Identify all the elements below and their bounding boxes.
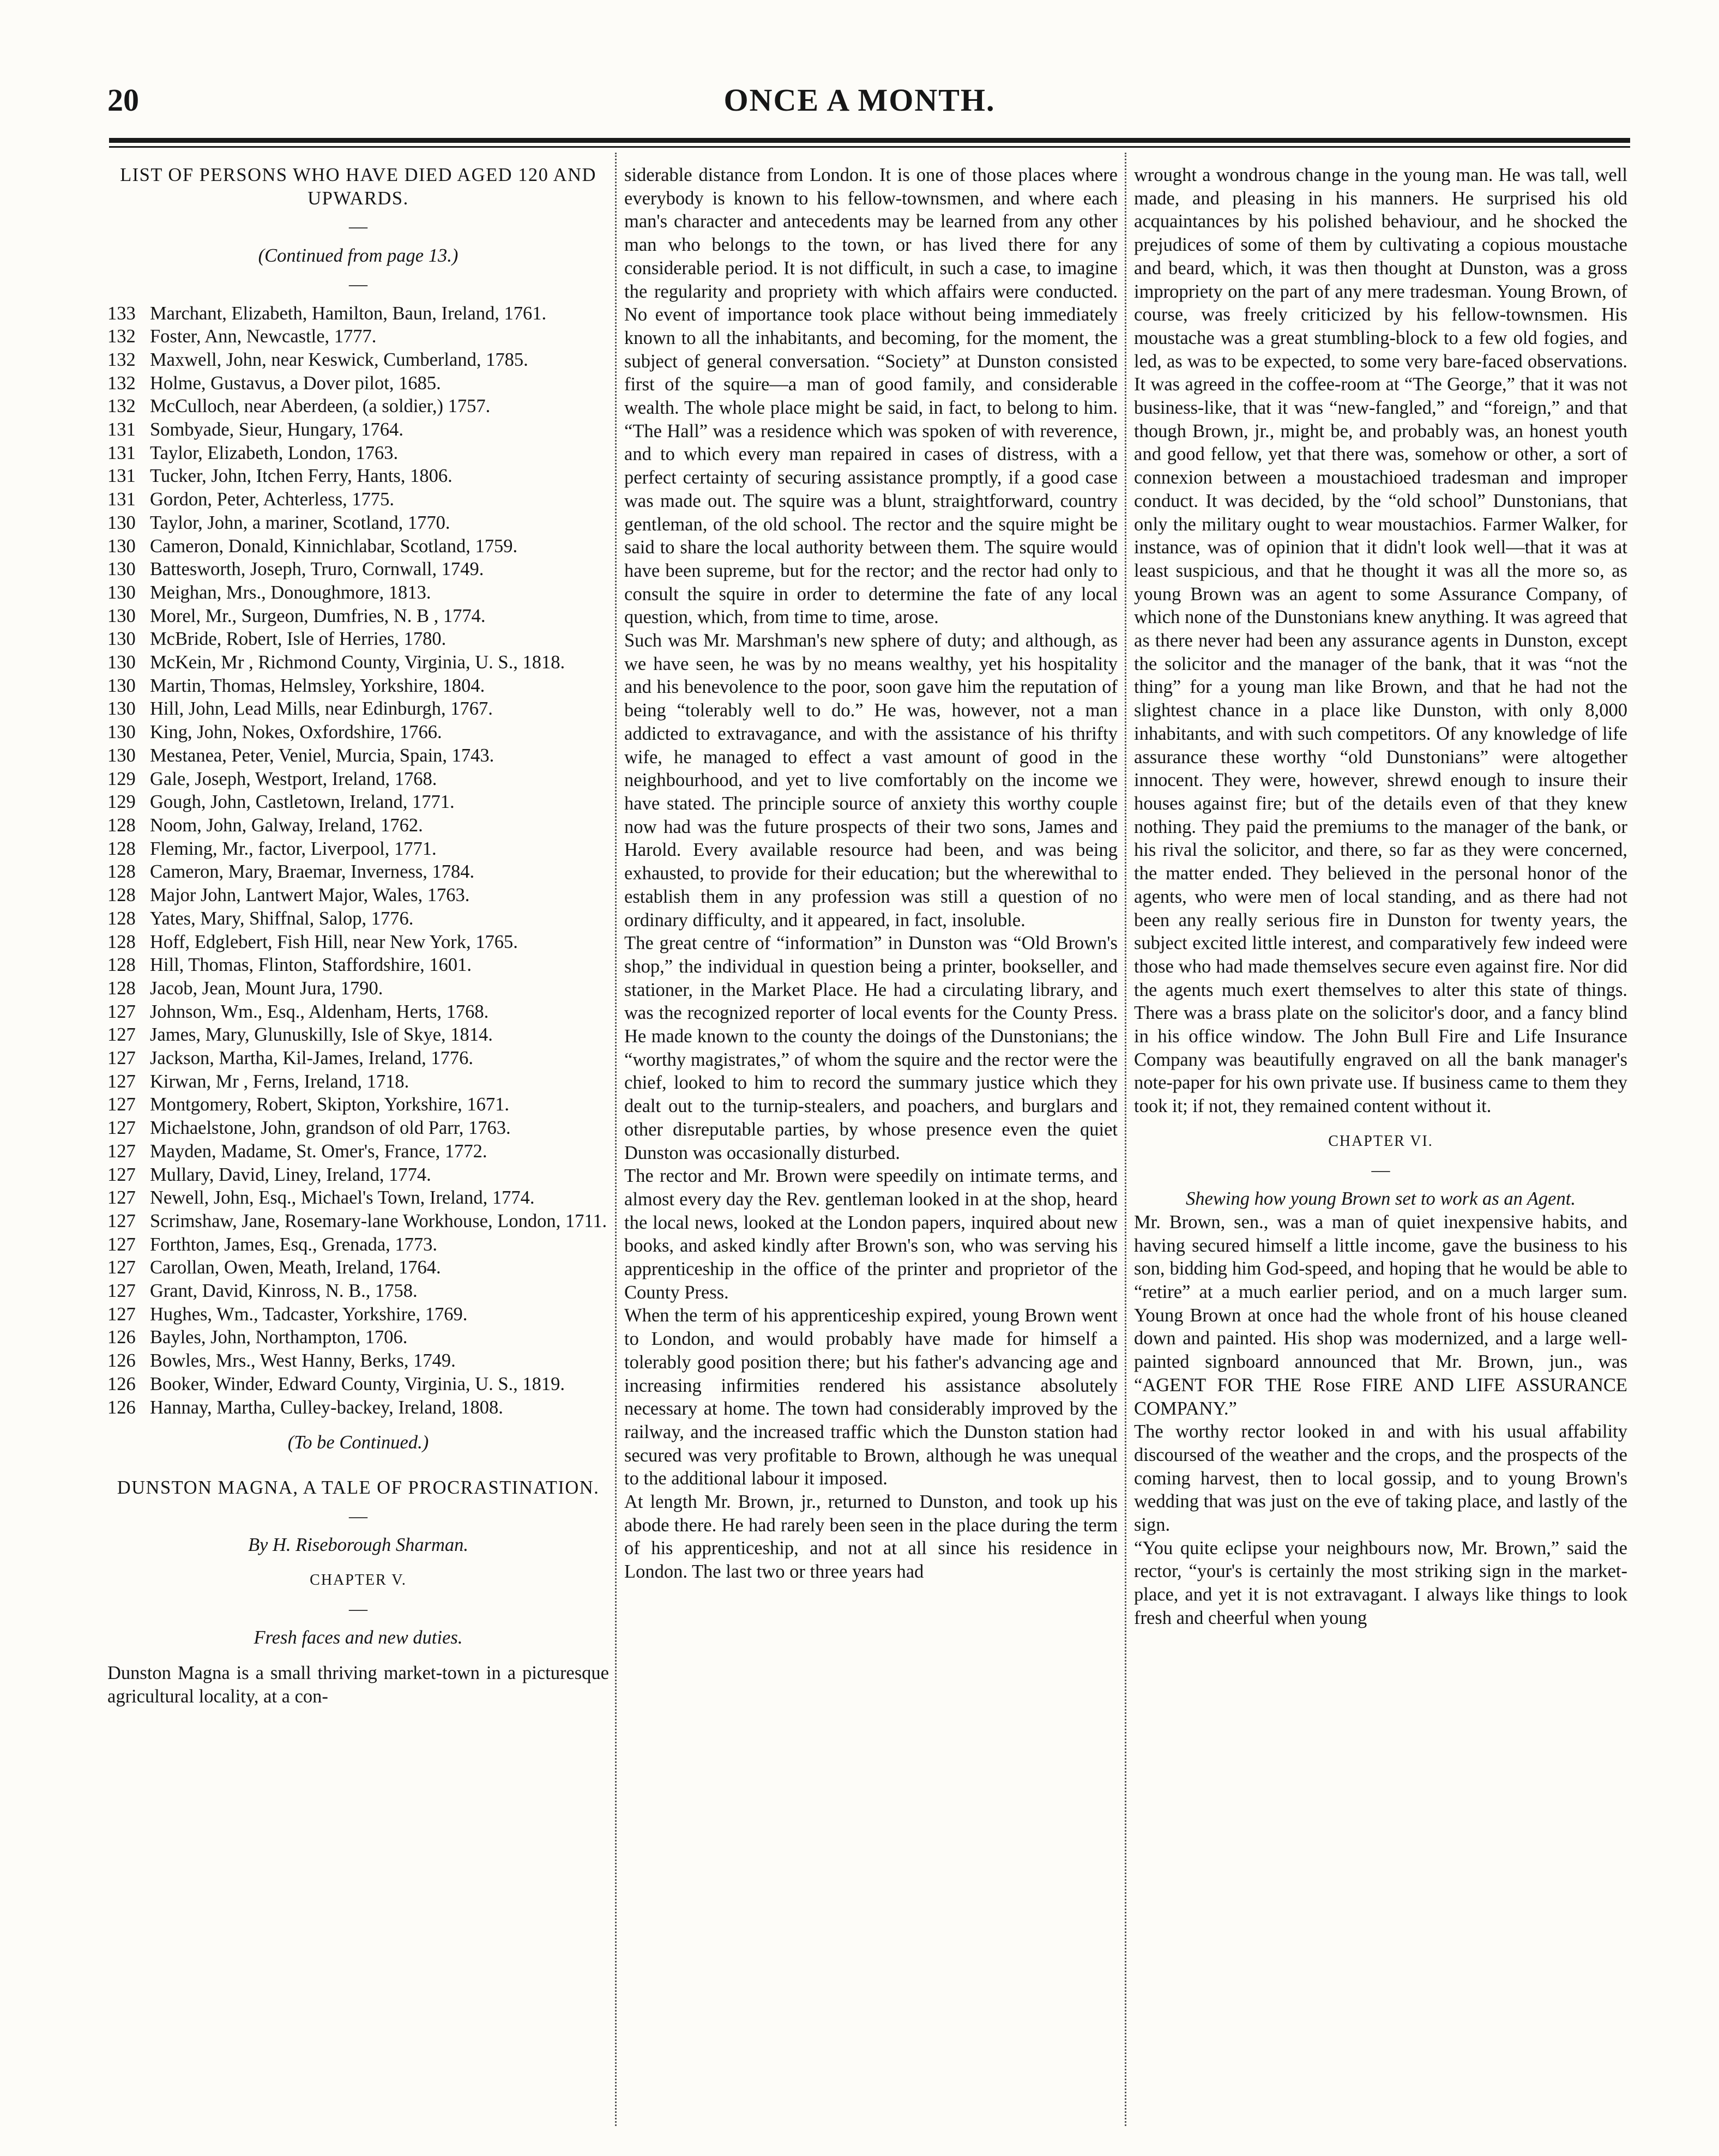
entry-age: 126 [107,1397,136,1418]
entry-age: 129 [107,768,136,789]
entry-age: 128 [107,931,136,952]
entry-text: Johnson, Wm., Esq., Aldenham, Herts, 1768. [150,1001,489,1022]
list-entry [107,977,609,1000]
entry-age: 127 [107,1164,136,1185]
header-rule-thin [109,146,1630,148]
list-entry [107,581,609,605]
list-entry [107,1303,609,1326]
entry-text: Taylor, Elizabeth, London, 1763. [150,442,399,463]
body-paragraph: “You quite eclipse your neighbours now, Mr. Brown,” said the rector, “your's is certainly the most striking sign in the market-place, and yet it is not extravagant. I always like things to look fresh and cheerful when young [1134,1537,1627,1628]
entry-text: Gough, John, Castletown, Ireland, 1771. [150,792,455,813]
entry-text: Marchant, Elizabeth, Hamilton, Baun, Ireland, 1761. [150,303,547,324]
entry-age: 132 [107,326,136,347]
list-entry [107,488,609,511]
list-entry [107,627,609,651]
separator-dash: — [1371,1159,1390,1180]
entry-text: Bayles, John, Northampton, 1706. [150,1327,408,1348]
list-entry [107,348,609,372]
separator-dash: — [349,1598,367,1619]
entry-age: 127 [107,1094,136,1115]
entry-age: 126 [107,1350,136,1372]
list-entry [107,464,609,488]
column-divider-right [1125,153,1126,2126]
entry-text: Tucker, John, Itchen Ferry, Hants, 1806. [150,466,453,487]
entry-age: 127 [107,1303,136,1325]
chapter-subtitle: Shewing how young Brown set to work as an Agent. [1186,1188,1576,1210]
entry-text: Scrimshaw, Jane, Rosemary-lane Workhouse, London, 1711. [150,1210,607,1231]
entry-text: Booker, Winder, Edward County, Virginia, U. S., 1819. [150,1373,565,1394]
entry-text: Fleming, Mr., factor, Liverpool, 1771. [150,838,437,859]
entry-age: 131 [107,466,136,487]
entry-text: Morel, Mr., Surgeon, Dumfries, N. B , 1774. [150,605,486,626]
entry-age: 130 [107,698,136,720]
body-paragraph: The great centre of “information” in Dunston was “Old Brown's shop,” the individual in question being a printer, bookseller, and stationer, in the Market Place. He had a circulating library, and was the recognized reporter of local events for the County Press. He made known to the county the doings of the Dunstonians; the “worthy magistrates,” of whom the squire and the rector were the chief, looked to him to record the summary justice which they dealt out to the turnip-stealers, and poachers, and burglars and other disreputable parties, by whose presence even the quiet Dunston was occasionally disturbed. [624,933,1118,1163]
entry-text: Hill, Thomas, Flinton, Staffordshire, 1601. [150,955,472,976]
entry-age: 127 [107,1257,136,1278]
list-entry [107,302,609,325]
list-entry [107,860,609,884]
list-entry [107,768,609,791]
entry-text: Martin, Thomas, Helmsley, Yorkshire, 1804. [150,675,485,696]
longevity-list [107,302,609,1420]
entry-text: Gordon, Peter, Achterless, 1775. [150,489,394,510]
list-entry [107,1396,609,1420]
entry-text: Meighan, Mrs., Donoughmore, 1813. [150,582,431,603]
story-byline: By H. Riseborough Sharman. [248,1535,469,1556]
entry-text: Mayden, Madame, St. Omer's, France, 1772. [150,1140,487,1162]
entry-text: McBride, Robert, Isle of Herries, 1780. [150,629,447,650]
body-paragraph: Such was Mr. Marshman's new sphere of duty; and although, as we have seen, he was by no means wealthy, yet his hospitality and his benevolence to the poor, soon gave him the reputation of being “tolerably well to do.” He was, however, not a man addicted to extravagance, and with the assistance of his thrifty wife, he managed to effect a vast amount of good in the neighbourhood, and yet to live comfortably on the income we have stated. The principle source of anxiety this worthy couple now had was the future prospects of their two sons, James and Harold. Every available resource had been, and was being exhausted, to provide for their education; but the wherewithal to establish them in any profession was still a question of no ordinary difficulty, and it appeared, in fact, insoluble. [624,630,1118,931]
list-entry [107,651,609,674]
chapter-heading: CHAPTER V. [310,1572,407,1589]
story-opening-paragraph: Dunston Magna is a small thriving market-town in a picturesque agricultural locality, at a con- [107,1663,609,1707]
entry-text: Kirwan, Mr , Ferns, Ireland, 1718. [150,1071,409,1092]
list-entry [107,931,609,954]
entry-age: 128 [107,814,136,836]
list-entry [107,697,609,721]
entry-text: Hannay, Martha, Culley-backey, Ireland, 1808. [150,1397,503,1418]
entry-text: Cameron, Donald, Kinnichlabar, Scotland, 1759. [150,535,518,557]
entry-text: Jacob, Jean, Mount Jura, 1790. [150,977,383,999]
entry-text: Michaelstone, John, grandson of old Parr, 1763. [150,1118,511,1139]
body-paragraph: The rector and Mr. Brown were speedily on intimate terms, and almost every day the Rev. gentleman looked in at the shop, heard the local news, looked at the London papers, inquired about new books, and asked kindly after Brown's son, who was serving his apprenticeship in the office of the printer and proprietor of the County Press. [624,1165,1118,1303]
entry-age: 127 [107,1118,136,1139]
entry-text: Battesworth, Joseph, Truro, Cornwall, 1749. [150,559,484,580]
entry-text: Taylor, John, a mariner, Scotland, 1770. [150,512,450,533]
entry-age: 130 [107,535,136,557]
list-entry [107,721,609,744]
entry-text: Noom, John, Galway, Ireland, 1762. [150,814,423,836]
list-entry [107,1000,609,1024]
entry-text: Holme, Gustavus, a Dover pilot, 1685. [150,372,441,394]
list-entry [107,1163,609,1187]
list-entry [107,907,609,931]
list-entry [107,837,609,861]
page-number: 20 [107,82,139,118]
list-entry [107,535,609,558]
list-entry [107,953,609,977]
entry-age: 127 [107,1001,136,1022]
entry-age: 132 [107,372,136,394]
entry-age: 130 [107,745,136,766]
list-entry [107,325,609,348]
body-paragraph: wrought a wondrous change in the young man. He was tall, well made, and pleasing in his manners. He surprised his old acquaintances by his polished behaviour, and he shocked the prejudices of some of them by cultivating a copious moustache and beard, which, it was then thought at Dunston, was a gross impropriety on the part of any mere tradesman. Young Brown, of course, was freely criticized by his fellow-townsmen. His moustache was a great stumbling-block to a few old fogies, and led, as was to be expected, to some very bare-faced observations. It was agreed in the coffee-room at “The George,” that it was not business-like, that it was “new-fangled,” and “foreign,” and that though Brown, jr., might be, and probably was, an honest youth and good fellow, yet that there was, somehow or other, a sort of connexion between a moustachioed tradesman and improper conduct. It was decided, by the “old school” Dunstonians, that only the military ought to wear moustachios. Farmer Walker, for instance, was of opinion that it didn't look well—that it was at least suspicious, and that he thought it was all the more so, as young Brown was an agent to some Assurance Company, of which none of the Dunstonians knew anything. It was agreed that as there never had been any assurance agents in Dunston, except the solicitor and the manager of the bank, that it was “not the thing” for a young man like Brown, and that he had not the slightest chance in a place like Dunston, with only 8,000 inhabitants, and with such competitors. Of any knowledge of life assurance these worthy “old Dunstonians” were altogether innocent. They were, however, shrewd enough to insure their houses against fire; but of the details even of that they knew nothing. They paid the premiums to the manager of the bank, or his rival the solicitor, and there, so far as they were concerned, the matter ended. They believed in the personal honor of the agents, who were men of local standing, and as there had not been any really serious fire in Dunston for twenty years, the subject excited little interest, and comparatively few indeed were those who had made themselves secure even against fire. Nor did the agents much exert themselves to alter this state of things. There was a brass plate on the solicitor's door, and a fancy blind in his office window. The John Bull Fire and Life Insurance Company was beautifully engraved on all the bank manager's note-paper for his own private use. If business came to them they took it; if not, they remained content without it. [1134,165,1627,1117]
entry-text: James, Mary, Glunuskilly, Isle of Skye, 1814. [150,1024,493,1046]
entry-age: 127 [107,1187,136,1209]
list-entry [107,1140,609,1163]
entry-age: 127 [107,1234,136,1255]
body-paragraph: When the term of his apprenticeship expired, young Brown went to London, and would probably have made for himself a tolerably good position there; but his father's advancing age and increasing infirmities rendered his assistance absolutely necessary at home. The town had considerably improved by the railway, and the increased traffic which the Dunston station had secured was very profitable to Brown, although he was unequal to the additional labour it imposed. [624,1305,1118,1489]
entry-age: 128 [107,908,136,929]
separator-dash: — [349,216,367,237]
story-title: DUNSTON MAGNA, A TALE OF PROCRASTINATION. [117,1477,600,1498]
list-entry [107,511,609,535]
body-paragraph: siderable distance from London. It is one of those places where everybody is known to his fellow-townsmen, and where each man's character and antecedents may be learned from any other man who belongs to the town, or has lived there for any considerable period. It is not difficult, in such a case, to imagine the regularity and propriety with which affairs were conducted. No event of importance took place without being immediately known to all the inhabitants, and becoming, for the moment, the subject of general conversation. “Society” at Dunston consisted first of the squire—a man of good family, and considerable wealth. The whole place might be said, in fact, to belong to him. “The Hall” was a residence which was spoken of with reverence, and to which every man repaired in cases of distress, with a perfect certainty of securing assistance promptly, if a good case was made out. The squire was a blunt, straightforward, country gentleman, of the old school. The rector and the squire might be said to share the local authority between them. The squire would have been supreme, but for the rector; and the rector had only to consult the squire in order to determine the fate of any local question, which, from time to time, arose. [624,165,1118,628]
entry-text: Maxwell, John, near Keswick, Cumberland, 1785. [150,349,528,370]
list-entry [107,1186,609,1210]
entry-age: 127 [107,1281,136,1302]
list-entry [107,1047,609,1070]
list-title: LIST OF PERSONS WHO HAVE DIED AGED 120 AND UPWARDS. [120,165,596,209]
column-middle [624,164,1118,2126]
entry-text: Gale, Joseph, Westport, Ireland, 1768. [150,768,437,789]
entry-age: 130 [107,605,136,626]
entry-age: 130 [107,582,136,603]
entry-text: Hughes, Wm., Tadcaster, Yorkshire, 1769. [150,1303,468,1325]
entry-age: 128 [107,885,136,906]
body-paragraph: Mr. Brown, sen., was a man of quiet inexpensive habits, and having secured himself a little income, gave the business to his son, bidding him God-speed, and hoping that he would be able to “retire” at a much earlier period, and on a much larger sum. Young Brown at once had the whole front of his house cleaned down and painted. His shop was modernized, and a large well-painted signboard announced that Mr. Brown, jun., was “AGENT FOR THE Rose FIRE AND LIFE ASSURANCE COMPANY.” [1134,1211,1627,1419]
entry-text: McCulloch, near Aberdeen, (a soldier,) 1757. [150,396,491,417]
entry-text: Hill, John, Lead Mills, near Edinburgh, 1767. [150,698,493,720]
entry-age: 130 [107,512,136,533]
header-rule-thick [109,138,1630,143]
entry-text: Mestanea, Peter, Veniel, Murcia, Spain, 1743. [150,745,494,766]
list-entry [107,395,609,418]
list-entry [107,1279,609,1303]
list-entry [107,372,609,395]
entry-age: 127 [107,1048,136,1069]
entry-age: 128 [107,861,136,883]
list-entry [107,790,609,814]
list-entry [107,418,609,442]
chapter-subtitle: Fresh faces and new duties. [254,1627,463,1648]
entry-text: Yates, Mary, Shiffnal, Salop, 1776. [150,908,414,929]
entry-age: 132 [107,349,136,370]
entry-text: Bowles, Mrs., West Hanny, Berks, 1749. [150,1350,456,1372]
body-paragraph: The worthy rector looked in and with his usual affability discoursed of the weather and the crops, and the prospects of the coming harvest, then to local gossip, and to young Brown's wedding that was just on the eve of taking place, and lastly of the sign. [1134,1421,1627,1536]
entry-text: Foster, Ann, Newcastle, 1777. [150,326,377,347]
entry-age: 130 [107,559,136,580]
entry-age: 131 [107,489,136,510]
entry-age: 130 [107,722,136,743]
entry-text: Montgomery, Robert, Skipton, Yorkshire, 1671. [150,1094,510,1115]
list-entry [107,1116,609,1140]
entry-age: 128 [107,977,136,999]
entry-text: Hoff, Edglebert, Fish Hill, near New York, 1765. [150,931,518,952]
list-entry [107,605,609,628]
entry-age: 130 [107,675,136,696]
magazine-title: ONCE A MONTH. [723,82,996,118]
entry-age: 132 [107,396,136,417]
list-entry [107,1093,609,1116]
list-entry [107,1023,609,1047]
column-right [1134,164,1627,2126]
entry-age: 127 [107,1210,136,1231]
body-paragraph: At length Mr. Brown, jr., returned to Dunston, and took up his abode there. He had rarely been seen in the place during the term of his apprenticeship, and not at all since his residence in London. The last two or three years had [624,1491,1118,1583]
entry-text: Carollan, Owen, Meath, Ireland, 1764. [150,1257,441,1278]
entry-age: 126 [107,1373,136,1394]
entry-age: 130 [107,629,136,650]
chapter-heading: CHAPTER VI. [1328,1132,1433,1150]
list-entry [107,1349,609,1373]
page-header [0,0,1719,136]
to-be-continued-note: (To be Continued.) [287,1432,429,1453]
list-entry [107,744,609,768]
column-left [107,164,609,2126]
list-entry [107,884,609,907]
list-entry [107,1210,609,1233]
entry-text: Mullary, David, Liney, Ireland, 1774. [150,1164,431,1185]
entry-text: Newell, John, Esq., Michael's Town, Ireland, 1774. [150,1187,535,1209]
list-entry [107,1256,609,1279]
list-entry [107,1070,609,1094]
entry-text: Forthton, James, Esq., Grenada, 1773. [150,1234,438,1255]
entry-age: 130 [107,652,136,673]
entry-text: Grant, David, Kinross, N. B., 1758. [150,1281,418,1302]
entry-age: 129 [107,792,136,813]
entry-age: 127 [107,1071,136,1092]
continued-note: (Continued from page 13.) [258,245,459,267]
entry-text: King, John, Nokes, Oxfordshire, 1766. [150,722,442,743]
entry-text: Jackson, Martha, Kil-James, Ireland, 1776. [150,1048,474,1069]
entry-age: 133 [107,303,136,324]
list-entry [107,814,609,837]
list-entry [107,674,609,698]
entry-age: 128 [107,838,136,859]
entry-age: 127 [107,1024,136,1046]
separator-dash: — [349,1506,367,1526]
entry-text: Major John, Lantwert Major, Wales, 1763. [150,885,470,906]
entry-age: 131 [107,442,136,463]
list-entry [107,1373,609,1396]
entry-text: McKein, Mr , Richmond County, Virginia, U. S., 1818. [150,652,565,673]
list-entry [107,1326,609,1349]
entry-age: 131 [107,419,136,440]
entry-age: 126 [107,1327,136,1348]
entry-age: 128 [107,955,136,976]
separator-dash: — [349,274,367,294]
list-entry [107,1233,609,1257]
entry-text: Cameron, Mary, Braemar, Inverness, 1784. [150,861,475,883]
entry-age: 127 [107,1140,136,1162]
list-entry [107,442,609,465]
list-entry [107,558,609,581]
column-divider-left [615,153,617,2126]
entry-text: Sombyade, Sieur, Hungary, 1764. [150,419,403,440]
